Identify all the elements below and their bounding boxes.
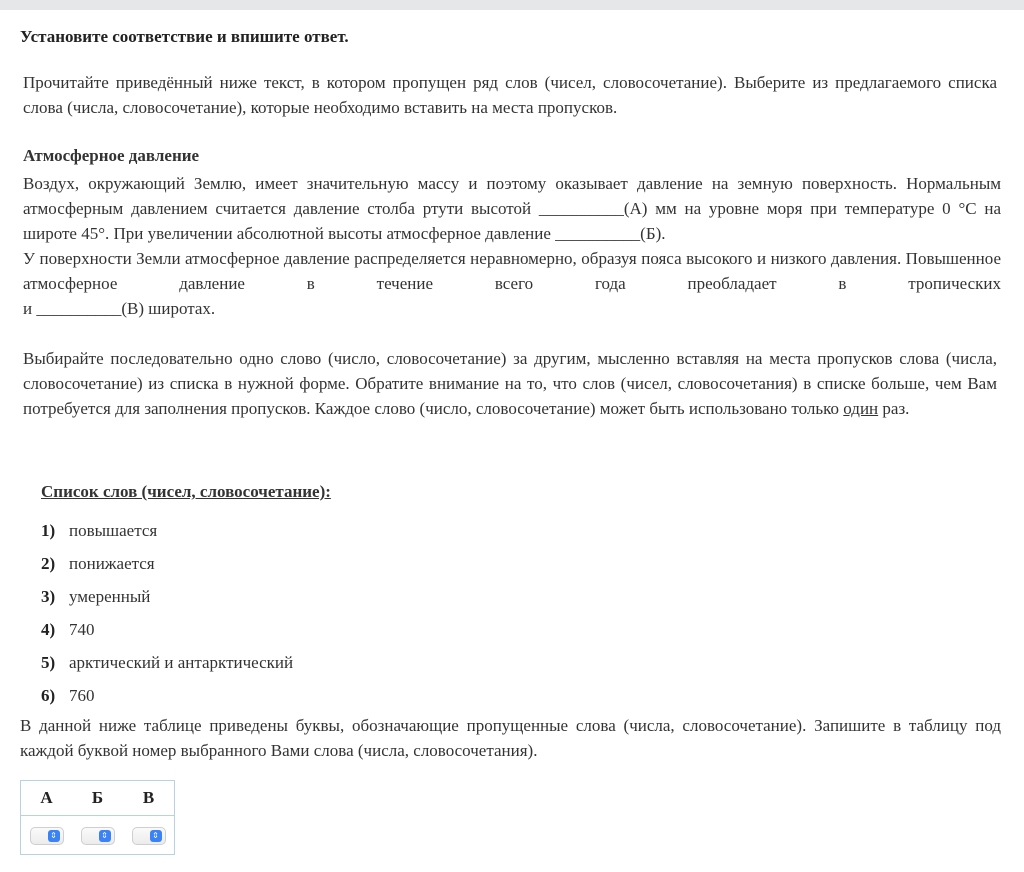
chevron-updown-icon: ⇕ [150, 830, 162, 842]
instructions-before: Выбирайте последовательно одно слово (число, словосочетание) за другим, мысленно вставляя на места пропусков слова (числа, словосочетание) из списка в нужной форме. Обратите внимание на то, что слов (чисел, словосочетания) в списке больше, чем Вам потребуется для заполнения пропусков. Каждое слово (число, словосочетание) может быть использовано только [23, 349, 997, 418]
column-header-v: В [123, 781, 175, 816]
intro-text: Прочитайте приведённый ниже текст, в котором пропущен ряд слов (чисел, словосочетание). Выберите из предлагаемого списка слова (числа, словосочетание), которые необходимо вставить на места пропусков. [23, 73, 997, 117]
task-title: Установите соответствие и впишите ответ. [20, 27, 349, 46]
column-header-a: А [21, 781, 73, 816]
instructions-emph: один [843, 399, 879, 418]
list-item: 5) арктический и антарктический [41, 653, 294, 672]
list-item: 3) умеренный [41, 587, 151, 606]
instructions [23, 346, 997, 421]
answer-table [20, 780, 175, 855]
answer-select-a[interactable] [30, 827, 64, 845]
passage-part1: Воздух, окружающий Землю, имеет значительную массу и поэтому оказывает давление на земную поверхность. Нормальным атмосферным давлением считается давление столба ртути высотой __________(А) мм на уровне моря при температуре 0 °С на широте 45°. При увеличении абсолютной высоты атмосферное давление __________(Б). [23, 174, 1001, 243]
word-list [41, 514, 293, 712]
instructions-after: раз. [882, 399, 910, 418]
passage-heading: Атмосферное давление [23, 146, 200, 165]
answer-select-v[interactable] [132, 827, 166, 845]
passage [23, 171, 1001, 321]
list-item: 1) повышается [41, 521, 158, 540]
top-bar [0, 0, 1024, 10]
passage-part2: У поверхности Земли атмосферное давление распределяется неравномерно, образуя пояса высокого и низкого давления. Повышенное атмосферное давление в течение всего года преобладает в тропических [23, 249, 1001, 293]
list-item: 4) 740 [41, 620, 95, 639]
chevron-updown-icon: ⇕ [48, 830, 60, 842]
column-header-b: Б [72, 781, 123, 816]
list-item: 2) понижается [41, 554, 155, 573]
word-list-title: Список слов (чисел, словосочетание): [41, 482, 331, 501]
table-note: В данной ниже таблице приведены буквы, обозначающие пропущенные слова (числа, словосочетание). Запишите в таблицу под каждой буквой номер выбранного Вами слова (числа, словосочетания). [20, 716, 1001, 760]
passage-part3: и __________(В) широтах. [23, 299, 216, 318]
answer-select-b[interactable] [81, 827, 115, 845]
list-item: 6) 760 [41, 686, 95, 705]
chevron-updown-icon: ⇕ [99, 830, 111, 842]
